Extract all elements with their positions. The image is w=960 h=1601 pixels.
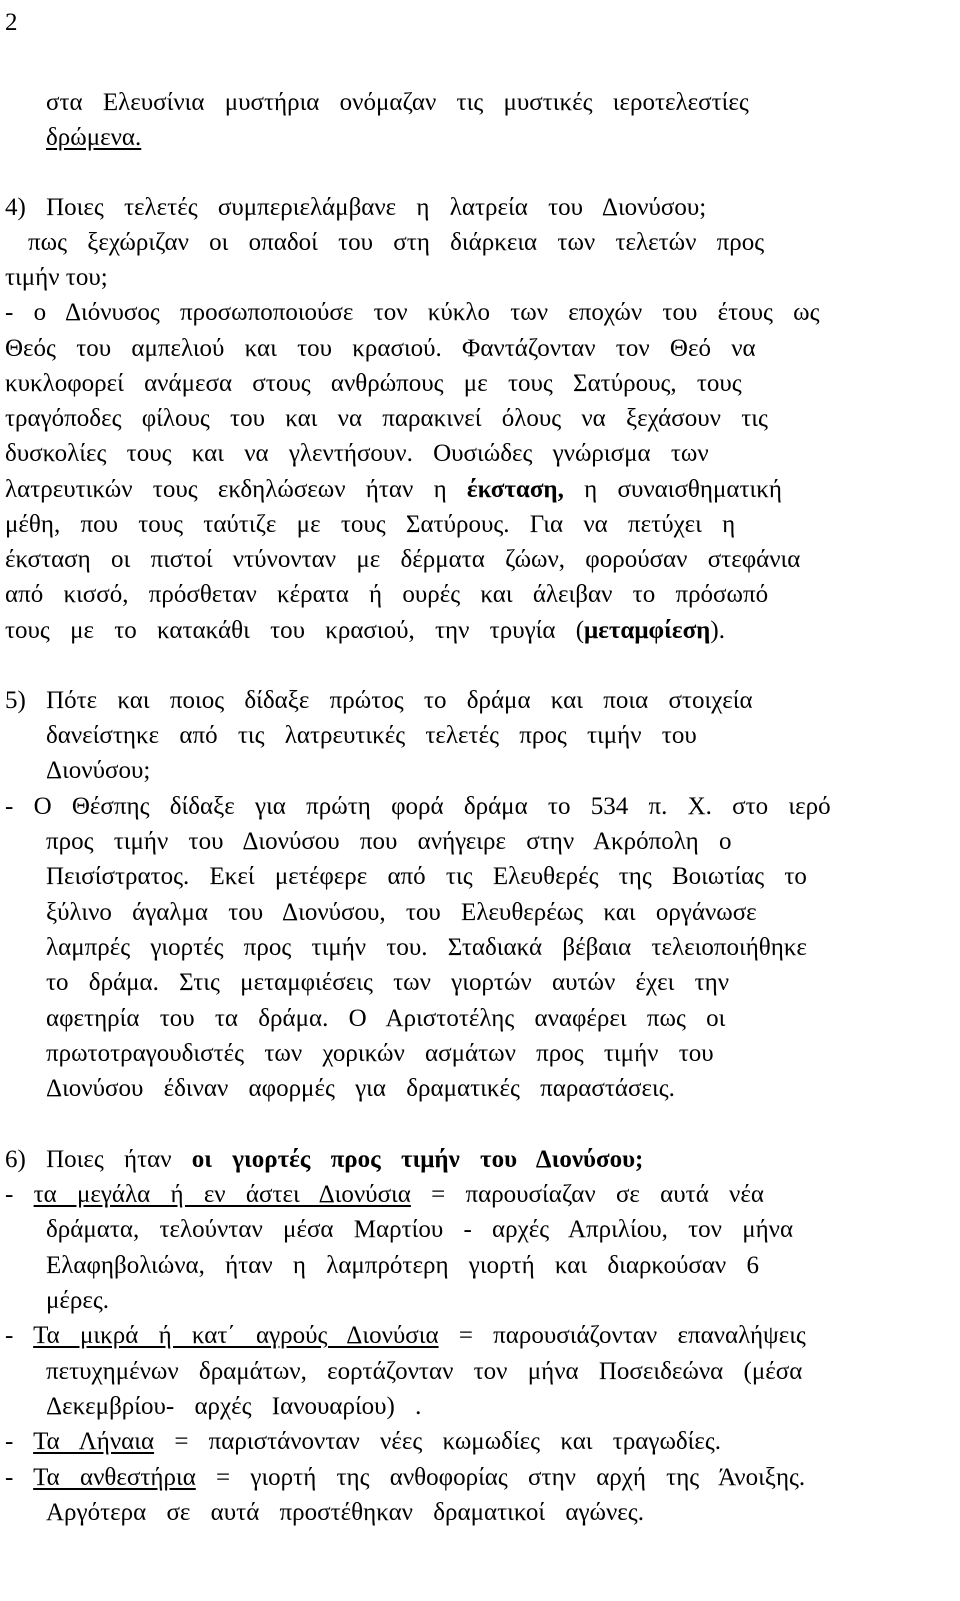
- text-span: -: [5, 1322, 34, 1349]
- text-line: μέθη, που τους ταύτιζε με τους Σατύρους. Για να πετύχει η: [5, 511, 736, 538]
- text-span: -: [5, 1181, 34, 1208]
- bold-term: οι γιορτές προς τιμήν του Διονύσου;: [191, 1146, 644, 1173]
- text-line: πρωτοτραγουδιστές των χορικών ασμάτων προς τιμήν του: [46, 1040, 714, 1067]
- text-span: = παριστάνονταν νέες κωμωδίες και τραγωδίες.: [154, 1428, 722, 1455]
- text-line: [5, 1143, 643, 1178]
- text-line: αφετηρία του τα δράμα. Ο Αριστοτέλης αναφέρει πως οι: [46, 1005, 726, 1032]
- bold-term: έκσταση,: [466, 476, 564, 503]
- text-line: [5, 1461, 805, 1496]
- text-line: 4) Ποιες τελετές συμπεριελάμβανε η λατρεία του Διονύσου;: [5, 194, 707, 221]
- text-line: - ο Διόνυσος προσωποποιούσε τον κύκλο των εποχών του έτους ως: [5, 299, 820, 326]
- text-line: μέρες.: [46, 1287, 110, 1314]
- text-line: [5, 1178, 764, 1213]
- text-line: πως ξεχώριζαν οι οπαδοί του στη διάρκεια των τελετών προς: [28, 229, 765, 256]
- text-span: λατρευτικών τους εκδηλώσεων ήταν η: [5, 476, 467, 503]
- text-line: - Ο Θέσπης δίδαξε για πρώτη φορά δράμα το 534 π. Χ. στο ιερό: [5, 793, 831, 820]
- text-line: από κισσό, πρόσθεταν κέρατα ή ουρές και άλειβαν το πρόσωπό: [5, 581, 769, 608]
- text-line: δανείστηκε από τις λατρευτικές τελετές προς τιμήν του: [46, 722, 697, 749]
- text-line: 5) Πότε και ποιος δίδαξε πρώτος το δράμα και ποια στοιχεία: [5, 687, 753, 714]
- text-span: = γιορτή της ανθοφορίας στην αρχή της Άνοιξης.: [195, 1464, 806, 1491]
- underlined-term: δρώμενα.: [46, 124, 142, 151]
- text-line: [5, 473, 782, 508]
- text-span: η συναισθηματική: [563, 476, 782, 503]
- text-span: 6) Ποιες ήταν: [5, 1146, 192, 1173]
- underlined-term: Τα ανθεστήρια: [33, 1464, 196, 1491]
- text-line: [5, 1319, 806, 1354]
- text-span: τους με το κατακάθι του κρασιού, την τρυγία (: [5, 617, 585, 644]
- text-line: έκσταση οι πιστοί ντύνονταν με δέρματα ζώων, φορούσαν στεφάνια: [5, 546, 801, 573]
- text-span: -: [5, 1428, 34, 1455]
- text-line: [46, 121, 141, 156]
- text-line: δράματα, τελούνταν μέσα Μαρτίου - αρχές Απριλίου, τον μήνα: [46, 1216, 794, 1243]
- underlined-term: Τα Λήναια: [33, 1428, 155, 1455]
- text-line: Διονύσου;: [46, 757, 151, 784]
- text-line: Πεισίστρατος. Εκεί μετέφερε από τις Ελευθερές της Βοιωτίας το: [46, 863, 807, 890]
- text-line: [5, 1425, 721, 1460]
- text-line: Διονύσου έδιναν αφορμές για δραματικές παραστάσεις.: [46, 1075, 675, 1102]
- text-span: = παρουσίαζαν σε αυτά νέα: [410, 1181, 764, 1208]
- text-line: κυκλοφορεί ανάμεσα στους ανθρώπους με τους Σατύρους, τους: [5, 370, 742, 397]
- underlined-term: τα μεγάλα ή εν άστει Διονύσια: [33, 1181, 411, 1208]
- bold-term: μεταμφίεση: [584, 617, 711, 644]
- text-span: = παρουσιάζονταν επαναλήψεις: [438, 1322, 806, 1349]
- text-line: πετυχημένων δραμάτων, εορτάζονταν τον μήνα Ποσειδεώνα (μέσα: [46, 1358, 803, 1385]
- text-line: τιμήν του;: [5, 264, 108, 291]
- text-span: -: [5, 1464, 34, 1491]
- text-line: τραγόποδες φίλους του και να παρακινεί όλους να ξεχάσουν τις: [5, 405, 768, 432]
- text-line: λαμπρές γιορτές προς τιμήν του. Σταδιακά βέβαια τελειοποιήθηκε: [46, 934, 807, 961]
- text-line: ξύλινο άγαλμα του Διονύσου, του Ελευθερέως και οργάνωσε: [46, 899, 757, 926]
- text-line: Θεός του αμπελιού και του κρασιού. Φαντάζονταν τον Θεό να: [5, 335, 756, 362]
- page-number: 2: [5, 9, 18, 36]
- text-line: προς τιμήν του Διονύσου που ανήγειρε στην Ακρόπολη ο: [46, 828, 732, 855]
- text-line: το δράμα. Στις μεταμφιέσεις των γιορτών αυτών έχει την: [46, 969, 730, 996]
- underlined-term: Τα μικρά ή κατ΄ αγρούς Διονύσια: [33, 1322, 439, 1349]
- text-line: στα Ελευσίνια μυστήρια ονόμαζαν τις μυστικές ιεροτελεστίες: [46, 89, 749, 116]
- text-span: ).: [710, 617, 725, 644]
- text-line: Δεκεμβρίου- αρχές Ιανουαρίου) .: [46, 1393, 422, 1420]
- text-line: Αργότερα σε αυτά προστέθηκαν δραματικοί αγώνες.: [46, 1499, 644, 1526]
- text-line: Ελαφηβολιώνα, ήταν η λαμπρότερη γιορτή και διαρκούσαν 6: [46, 1252, 759, 1279]
- text-line: [5, 614, 725, 649]
- text-line: δυσκολίες τους και να γλεντήσουν. Ουσιώδες γνώρισμα των: [5, 440, 709, 467]
